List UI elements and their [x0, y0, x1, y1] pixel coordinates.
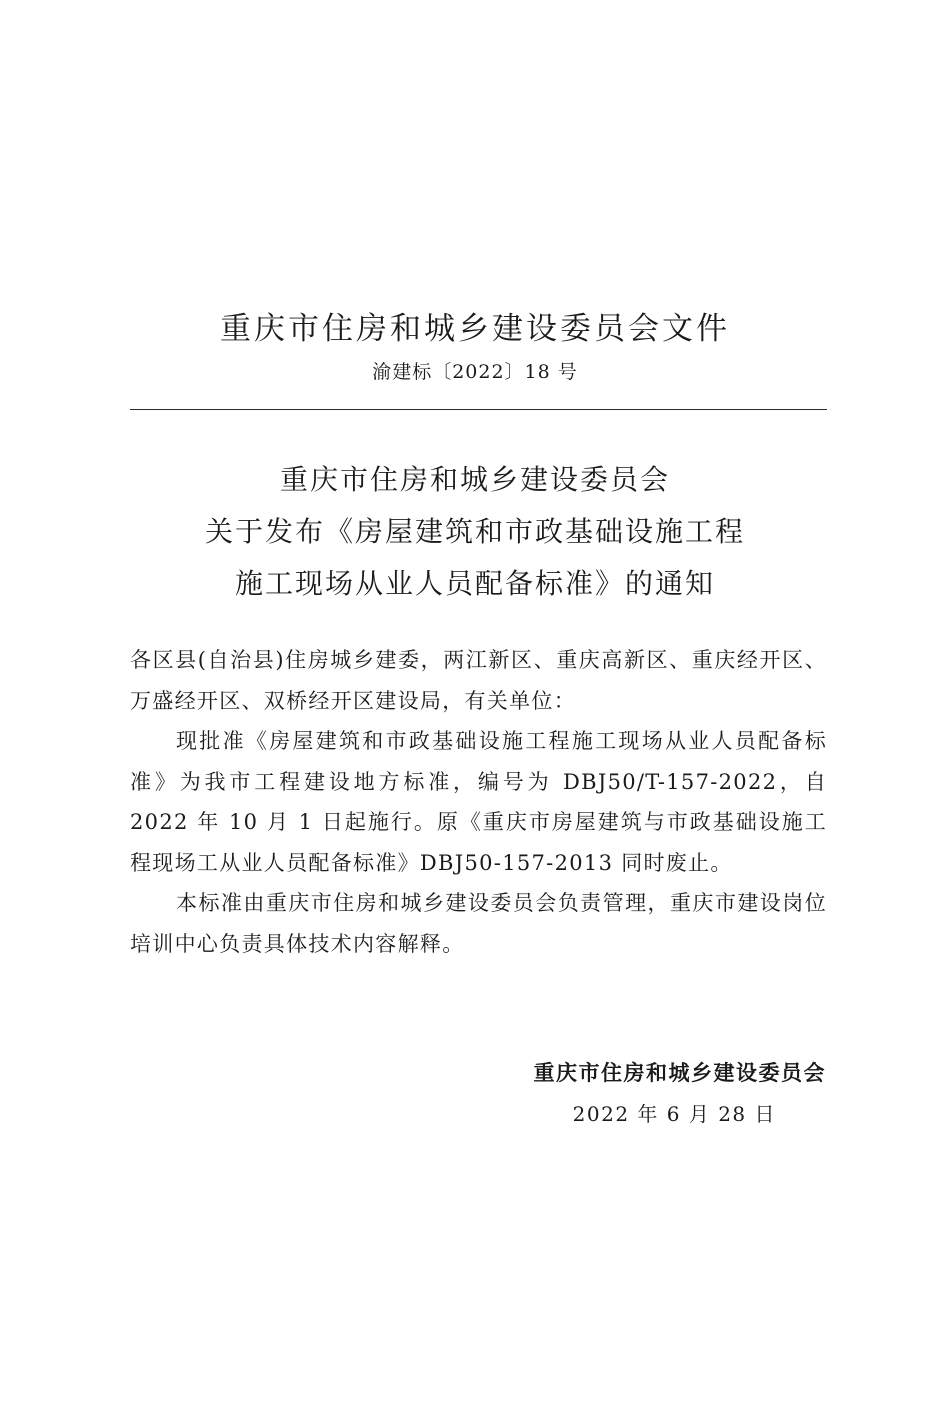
signing-date: 2022 年 6 月 28 日: [572, 1102, 776, 1126]
title-line-2: 关于发布《房屋建筑和市政基础设施工程: [204, 515, 745, 548]
title-line-3: 施工现场从业人员配备标准》的通知: [234, 567, 715, 600]
body-paragraph-management: 本标准由重庆市住房和城乡建设委员会负责管理，重庆市建设岗位培训中心负责具体技术内容解释。: [130, 891, 827, 956]
notice-title: [0, 454, 950, 610]
body-paragraph-approval: 现批准《房屋建筑和市政基础设施工程施工现场从业人员配备标准》为我市工程建设地方标准，编号为 DBJ50/T-157-2022，自 2022 年 10 月 1 日起施行。原《重庆市房屋建筑与市政基础设施工程现场工从业人员配备标准》DBJ50-157-2013 同时废止。: [130, 729, 827, 875]
header-divider: [130, 409, 827, 410]
document-number: 渝建标〔2022〕18 号: [372, 361, 578, 383]
notice-body: [130, 640, 827, 964]
signing-organization: 重庆市住房和城乡建设委员会: [533, 1061, 826, 1085]
title-line-1: 重庆市住房和城乡建设委员会: [279, 463, 670, 496]
addressee-paragraph: 各区县(自治县)住房城乡建委，两江新区、重庆高新区、重庆经开区、万盛经开区、双桥经开区建设局，有关单位：: [130, 648, 827, 713]
issuer-heading: 重庆市住房和城乡建设委员会文件: [220, 311, 730, 347]
